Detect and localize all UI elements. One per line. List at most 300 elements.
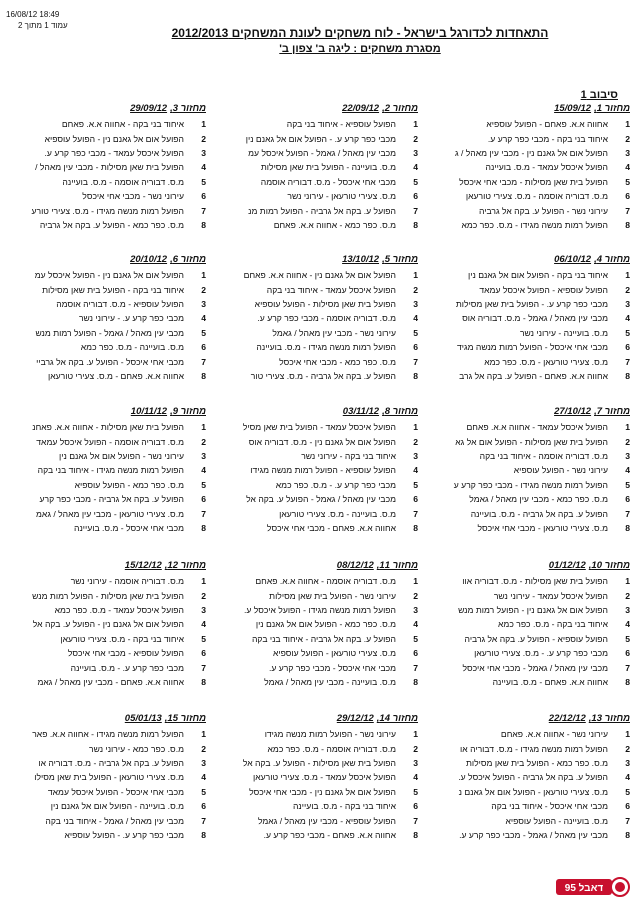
match-number: 6 [625,801,630,812]
match-number: 7 [413,508,418,519]
match-number: 1 [413,270,418,281]
svg-text:דאבל 95: דאבל 95 [564,883,604,894]
match-row [222,741,418,755]
round-block [434,406,630,535]
match-number: 5 [625,633,630,644]
match-row [222,326,418,340]
page-number: עמוד 1 מתוך 2 [18,21,68,30]
match-number: 5 [201,786,206,797]
round-title: מחזור 11, [376,560,418,571]
match-row [434,521,630,535]
match-teams: מ.ס. דבוריה אוסמה - איחוד בני בקה [479,450,608,461]
match-number: 2 [201,590,206,601]
match-row [222,828,418,842]
match-teams: הפועל עוספיא - הפועל רמות מנשה מגידו [250,465,396,476]
match-teams: הפועל ע. בקה אל גרביה - מ.ס. בועיינה [470,508,608,519]
match-row [222,646,418,660]
match-row [434,617,630,631]
match-number: 8 [201,370,206,381]
match-teams: הפועל אום אל גאנם נין - הפועל איכסל עמ [34,270,184,281]
match-number: 6 [625,342,630,353]
round-header [222,560,418,574]
match-row [434,478,630,492]
match-teams: הפועל בית שאן מסילות - מ.ס. דבוריה אוו [462,576,608,587]
match-teams: הפועל עוספיא - מ.ס. דבוריה אוסמה [56,298,184,309]
match-row [222,799,418,813]
match-teams: הפועל עוספיא - מכבי אחי איכסל [67,648,184,659]
match-row [10,770,206,784]
match-teams: הפועל רמות מנשה מגידו - מ.ס. דבוריה או [460,743,608,754]
round-date: 22/09/12 [342,103,380,114]
match-teams: הפועל ע. בקה אל גרביה - איחוד בני בקה [251,633,396,644]
match-number: 2 [413,590,418,601]
match-teams: הפועל עוספיא - הפועל ע. בקה אל גרביה [464,633,608,644]
match-number: 1 [201,422,206,433]
match-teams: הפועל בית שאן מסילות - הפועל עוספיא [254,298,396,309]
round-date: 29/12/12 [336,713,374,724]
round-block [434,254,630,383]
match-teams: הפועל איכסל עמאד - מכבי כפר קרע ע. [44,147,184,158]
round-title: מחזור 1, [594,103,630,114]
match-row [434,268,630,282]
match-row [10,203,206,217]
match-number: 4 [413,162,418,173]
match-number: 1 [201,729,206,740]
match-number: 8 [201,829,206,840]
match-number: 5 [625,176,630,187]
match-teams: איחוד בני בקה - מ.ס. בועיינה [292,801,396,812]
match-number: 4 [201,772,206,783]
match-teams: מכבי אחי איכסל - איחוד בני בקה [491,801,608,812]
match-number: 8 [625,370,630,381]
match-teams: הפועל בית שאן מסילות - הפועל ע. בקה אל [242,757,396,768]
match-number: 3 [201,147,206,158]
match-teams: אחווה א.א. פאחם - מכבי כפר קרע ע. [263,829,396,840]
round-title: מחזור 3, [170,103,206,114]
match-row [10,588,206,602]
match-number: 5 [413,327,418,338]
match-row [10,675,206,689]
match-teams: עירוני נשר - הפועל ע. בקה אל גרביה [479,205,608,216]
match-teams: הפועל ע. בקה אל גרביה - מ.ס. דבוריה או [38,757,184,768]
match-teams: הפועל איכסל עמאד - אחווה א.א. פאחם [466,422,608,433]
match-number: 2 [413,743,418,754]
match-number: 6 [413,801,418,812]
match-row [10,268,206,282]
match-teams: מ.ס. כפר כמא - אחווה א.א. פאחם [273,219,396,230]
match-row [10,463,206,477]
match-number: 5 [201,327,206,338]
round-date: 08/12/12 [336,560,374,571]
round-header [434,103,630,117]
match-row [434,770,630,784]
match-number: 7 [413,815,418,826]
match-number: 1 [625,270,630,281]
match-number: 2 [625,743,630,754]
match-row [10,340,206,354]
match-teams: עירוני נשר - הפועל בית שאן מסילות [269,590,396,601]
match-row [10,146,206,160]
match-number: 8 [413,370,418,381]
match-teams: עירוני נשר - הפועל רמות מנשה מגידו [264,729,396,740]
double95-logo [555,877,631,897]
match-row [10,434,206,448]
match-row [10,218,206,232]
match-number: 2 [625,284,630,295]
match-number: 3 [413,757,418,768]
round-header [10,254,206,268]
match-row [10,617,206,631]
match-number: 1 [201,576,206,587]
match-number: 3 [625,604,630,615]
round-block [10,406,206,535]
match-row [434,311,630,325]
match-teams: מ.ס. דבוריה אוסמה - מ.ס. צעירי טורעאן [465,191,608,202]
match-number: 4 [413,619,418,630]
match-number: 2 [201,436,206,447]
match-teams: עירוני נשר - מכבי אחי איכסל [82,191,184,202]
match-row [222,660,418,674]
match-row [10,785,206,799]
match-teams: איחוד בני בקה - עירוני נשר [301,450,396,461]
match-number: 4 [413,772,418,783]
match-teams: הפועל איכסל עמאד - מ.ס. כפר כמא [54,604,184,615]
match-number: 6 [625,191,630,202]
match-row [10,354,206,368]
round-block [10,254,206,383]
match-row [434,603,630,617]
match-teams: הפועל רמות מנשה מגידו - מ.ס. בועיינה [256,342,396,353]
match-row [434,297,630,311]
round-title: מחזור 10, [588,560,630,571]
round-date: 10/11/12 [130,406,168,417]
match-teams: הפועל אום אל גאנם נין - מכבי אחי איכסל [249,786,396,797]
match-number: 6 [201,801,206,812]
match-number: 1 [413,576,418,587]
round-date: 13/10/12 [342,254,380,265]
match-row [434,420,630,434]
match-teams: מכבי אחי איכסל - מ.ס. דבוריה אוסמה [260,176,396,187]
match-number: 3 [625,757,630,768]
match-teams: מ.ס. כפר כמא - הפועל עוספיא [74,479,184,490]
match-number: 3 [625,147,630,158]
match-row [10,117,206,131]
round-header [434,406,630,420]
match-teams: מ.ס. כפר כמא - הפועל ע. בקה אל גרביה [39,219,184,230]
match-number: 5 [413,633,418,644]
match-number: 2 [413,133,418,144]
match-teams: הפועל אום אל גאנם נין - מכבי עין מאהל / ג [454,147,608,158]
match-number: 2 [625,590,630,601]
match-row [10,799,206,813]
match-number: 2 [413,284,418,295]
match-teams: הפועל בית שאן מסילות - הפועל אום אל גא [455,436,608,447]
match-number: 4 [625,162,630,173]
match-number: 3 [201,450,206,461]
match-teams: מ.ס. בועיינה - מכבי עין מאהל / גאמל [264,676,396,687]
match-teams: מכבי עין מאהל / גאמל - הפועל ע. בקה אל [246,494,396,505]
match-row [222,785,418,799]
match-row [10,756,206,770]
match-number: 7 [201,815,206,826]
match-teams: הפועל רמות מנשה מגידו - הפועל איכסל ע. [243,604,396,615]
match-number: 4 [201,619,206,630]
match-teams: אחווה א.א. פאחם - מכבי עין מאהל / גאמ [37,676,184,687]
match-row [434,160,630,174]
match-row [434,813,630,827]
match-teams: מ.ס. צעירי טורעאן - עירוני נשר [287,191,396,202]
match-teams: הפועל איכסל עמאד - מ.ס. צעירי טורעאן [252,772,396,783]
match-teams: מכבי כפר קרע ע. - הפועל בית שאן מסילות [455,298,608,309]
match-number: 4 [625,313,630,324]
match-row [434,175,630,189]
match-teams: מכבי כפר קרע ע. - מ.ס. כפר כמא [275,479,396,490]
print-stamp [6,9,68,31]
match-number: 7 [413,356,418,367]
match-teams: מ.ס. דבוריה אוסמה - עירוני נשר [70,576,184,587]
match-teams: איחוד בני בקה - הפועל בית שאן מסילות [42,284,184,295]
round-block [10,713,206,842]
round-block [434,560,630,689]
match-number: 3 [413,450,418,461]
round-header [10,713,206,727]
match-teams: הפועל איכסל עמאד - איחוד בני בקה [266,284,396,295]
match-row [434,675,630,689]
match-row [10,727,206,741]
match-number: 1 [625,576,630,587]
match-row [222,617,418,631]
match-row [222,632,418,646]
match-teams: אחווה א.א. פאחם - מ.ס. צעירי טורעאן [48,370,184,381]
round-block [222,254,418,383]
match-row [222,420,418,434]
match-number: 7 [201,205,206,216]
document-subtitle: מסגרת משחקים : ליגה ב' צפון ב' [279,43,441,55]
match-row [222,218,418,232]
document-title: התאחדות לכדורגל בישראל - לוח משחקים לעונת המשחקים 2012/2013 [171,26,549,40]
match-row [222,175,418,189]
match-teams: הפועל עוספיא - מכבי עין מאהל / גאמל [257,815,396,826]
match-number: 6 [413,648,418,659]
match-number: 4 [201,465,206,476]
match-row [434,146,630,160]
match-row [10,828,206,842]
match-teams: הפועל אום אל גאנם נין - הפועל רמות מנש [458,604,608,615]
match-teams: הפועל רמות מנשה מגידו - מכבי כפר קרע ע [453,479,608,490]
match-row [10,189,206,203]
match-teams: מ.ס. בועיינה - הפועל אום אל גאנם נין [50,801,184,812]
match-row [434,588,630,602]
match-number: 8 [413,219,418,230]
match-number: 1 [201,270,206,281]
match-number: 5 [625,479,630,490]
round-title: מחזור 5, [382,254,418,265]
match-row [222,297,418,311]
match-teams: מכבי כפר קרע ע. - הפועל עוספיא [64,829,184,840]
match-number: 2 [625,133,630,144]
match-row [434,282,630,296]
round-date: 05/01/13 [124,713,162,724]
match-teams: מ.ס. דבוריה אוסמה - מ.ס. בועיינה [62,176,184,187]
match-row [222,268,418,282]
round-header [434,254,630,268]
match-row [434,828,630,842]
round-title: מחזור 13, [588,713,630,724]
round-title: מחזור 14, [376,713,418,724]
match-row [434,449,630,463]
match-row [434,632,630,646]
match-row [434,117,630,131]
match-row [222,189,418,203]
match-teams: איחוד בני בקה - מכבי כפר קרע ע. [487,133,608,144]
match-teams: הפועל ע. בקה אל גרביה - מ.ס. צעירי טור [250,370,396,381]
match-row [222,603,418,617]
match-row [434,727,630,741]
match-teams: אחווה א.א. פאחם - מ.ס. בועיינה [492,676,608,687]
match-row [10,603,206,617]
match-number: 3 [201,757,206,768]
match-number: 8 [201,676,206,687]
match-number: 4 [625,619,630,630]
match-number: 2 [625,436,630,447]
match-teams: עירוני נשר - מכבי עין מאהל / גאמל [272,327,396,338]
match-number: 8 [625,522,630,533]
match-row [434,131,630,145]
match-row [222,770,418,784]
match-teams: מ.ס. כפר כמא - מכבי עין מאהל / גאמל [469,494,608,505]
match-number: 3 [201,298,206,309]
match-teams: הפועל ע. בקה אל גרביה - הפועל איכסל ע. [458,772,608,783]
match-teams: מ.ס. דבוריה אוסמה - מ.ס. כפר כמא [267,743,396,754]
match-number: 7 [625,356,630,367]
match-row [434,463,630,477]
match-number: 6 [201,494,206,505]
match-teams: איחוד בני בקה - מ.ס. כפר כמא [498,619,608,630]
match-teams: מ.ס. כפר כמא - הפועל אום אל גאנם נין [255,619,396,630]
match-number: 1 [201,119,206,130]
match-teams: הפועל בית שאן מסילות - הפועל רמות מנש [32,590,184,601]
round-date: 15/12/12 [124,560,162,571]
match-number: 5 [413,786,418,797]
match-teams: הפועל איכסל עמאד - עירוני נשר [493,590,608,601]
round-header [222,713,418,727]
match-number: 5 [625,327,630,338]
match-teams: מכבי כפר קרע ע. - עירוני נשר [78,313,184,324]
match-row [222,813,418,827]
round-title: מחזור 7, [594,406,630,417]
match-number: 6 [413,342,418,353]
round-header [10,406,206,420]
match-teams: מ.ס. צעירי טורעאן - מ.ס. כפר כמא [484,356,608,367]
match-row [10,175,206,189]
match-teams: מ.ס. צעירי טורעאן - הפועל אום אל גאנם נ [458,786,608,797]
match-row [222,203,418,217]
match-row [222,478,418,492]
match-teams: הפועל רמות מנשה מגידו - מ.ס. כפר כמא [461,219,608,230]
match-teams: מ.ס. צעירי טורעאן - מכבי עין מאהל / גאמ [36,508,184,519]
round-header [222,254,418,268]
match-number: 7 [201,508,206,519]
round-block [222,103,418,232]
match-row [10,632,206,646]
round-block [434,713,630,842]
match-number: 1 [413,119,418,130]
match-teams: מ.ס. דבוריה אוסמה - הפועל איכסל עמאד [36,436,184,447]
match-teams: מ.ס. בועיינה - עירוני נשר [519,327,608,338]
match-number: 8 [201,219,206,230]
match-teams: מ.ס. כפר כמא - הפועל בית שאן מסילות [465,757,608,768]
match-teams: הפועל רמות מנשה מגידו - איחוד בני בקה [37,465,184,476]
match-row [10,282,206,296]
match-row [10,741,206,755]
match-row [222,146,418,160]
match-row [434,326,630,340]
match-number: 3 [625,450,630,461]
match-row [222,521,418,535]
match-teams: איחוד בני בקה - הפועל אום אל גאנם נין [468,270,608,281]
match-teams: אחווה א.א. פאחם - הפועל ע. בקה אל גרב [459,370,608,381]
match-row [10,478,206,492]
match-row [10,420,206,434]
match-number: 2 [413,436,418,447]
match-row [434,340,630,354]
match-teams: מכבי אחי איכסל - הפועל איכסל עמאד [47,786,184,797]
match-teams: הפועל ע. בקה אל גרביה - הפועל רמות מנ [248,205,396,216]
match-row [222,311,418,325]
match-teams: הפועל בית שאן מסילות - אחווה א.א. פאחנ [32,422,184,433]
match-row [10,813,206,827]
match-teams: הפועל עוספיא - איחוד בני בקה [286,119,396,130]
match-row [222,282,418,296]
match-row [434,218,630,232]
match-row [222,117,418,131]
match-row [434,203,630,217]
match-teams: הפועל רמות מנשה מגידו - מ.ס. צעירי טורע [31,205,184,216]
match-teams: הפועל ע. בקה אל גרביה - מכבי כפר קרע [39,494,184,505]
match-number: 8 [413,522,418,533]
match-row [222,449,418,463]
match-row [222,756,418,770]
match-teams: מ.ס. דבוריה אוסמה - מכבי כפר קרע ע. [257,313,396,324]
match-teams: מ.ס. דבוריה אוסמה - אחווה א.א. פאחם [255,576,396,587]
match-teams: הפועל אום אל גאנם נין - הפועל עוספיא [44,133,184,144]
match-number: 5 [201,633,206,644]
match-row [10,574,206,588]
match-number: 8 [201,522,206,533]
match-number: 8 [625,219,630,230]
match-row [434,506,630,520]
match-row [10,326,206,340]
round-block [10,560,206,689]
match-row [434,660,630,674]
match-row [222,574,418,588]
round-header [10,103,206,117]
match-row [222,340,418,354]
round-header [222,406,418,420]
match-number: 2 [201,743,206,754]
match-number: 6 [201,342,206,353]
match-row [222,492,418,506]
match-number: 1 [413,729,418,740]
match-row [10,449,206,463]
match-number: 6 [413,494,418,505]
match-number: 6 [201,648,206,659]
match-teams: איחוד בני בקה - אחווה א.א. פאחם [61,119,184,130]
match-teams: מ.ס. בועיינה - הפועל בית שאן מסילות [260,162,396,173]
match-teams: הפועל איכסל עמאד - הפועל בית שאן מסיל [242,422,396,433]
match-row [434,369,630,383]
match-row [222,131,418,145]
